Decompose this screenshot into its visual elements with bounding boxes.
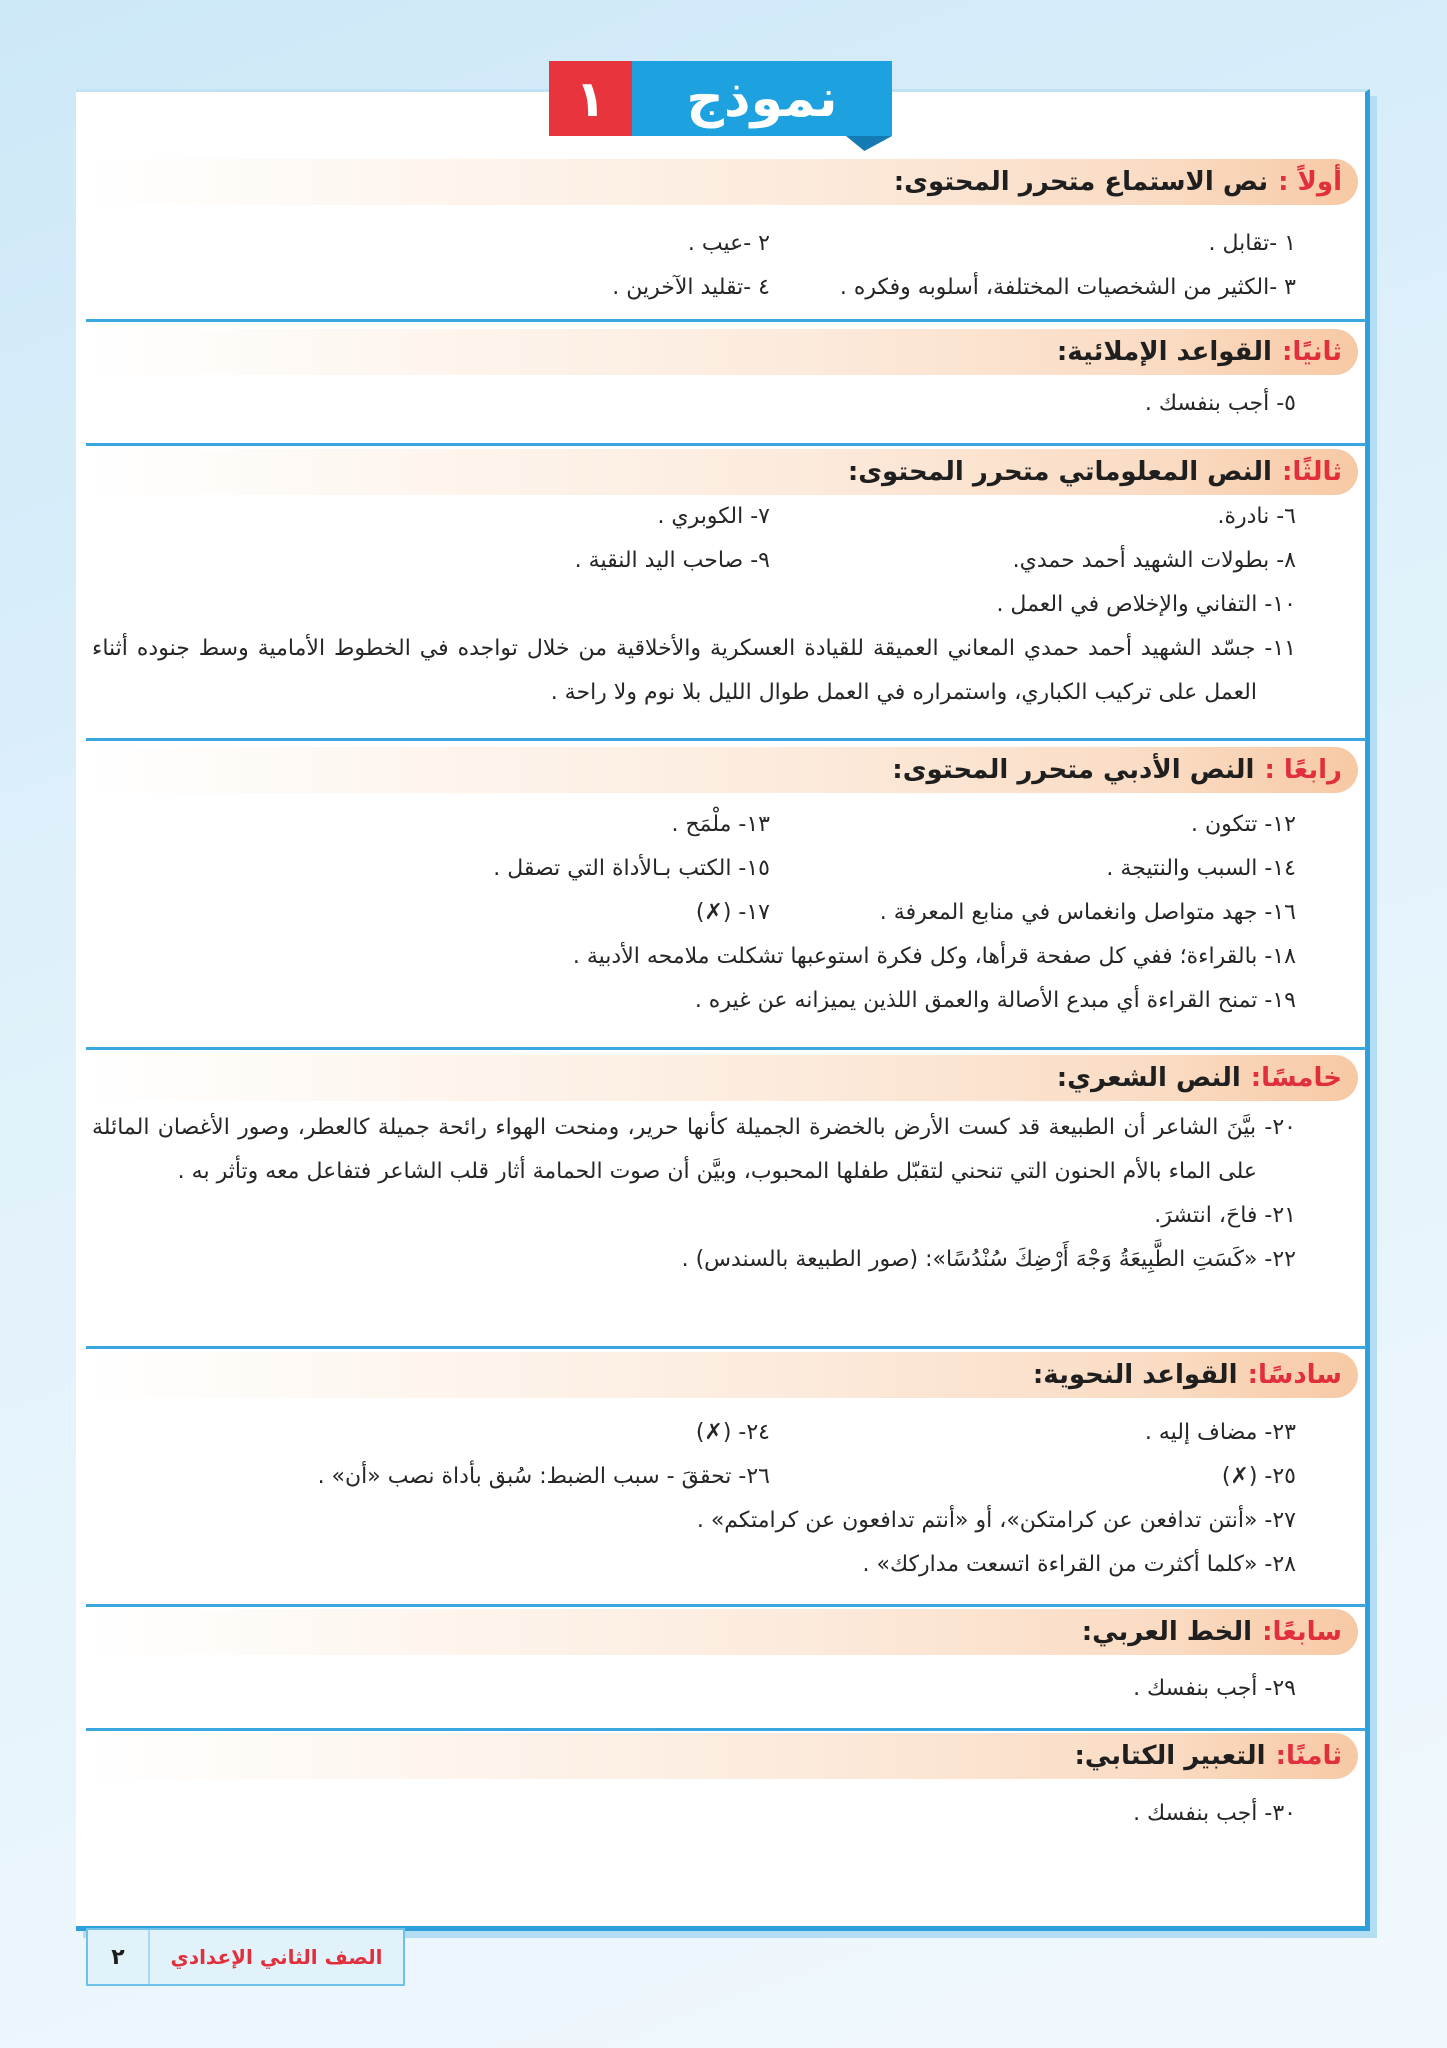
answer-item: ١٤- السبب والنتيجة . [1106, 856, 1296, 881]
section-header-literary-text [86, 747, 1358, 793]
model-number-badge [549, 61, 632, 136]
section-header-informational-text [86, 449, 1358, 495]
section-title: النص الأدبي متحرر المحتوى: [892, 755, 1255, 785]
answer-item: ٤ -تقليد الآخرين . [612, 275, 770, 300]
answers-writing [92, 1792, 1296, 1836]
answer-item: ٢٨- «كلما أكثرت من القراءة اتسعت مداركك» . [862, 1552, 1296, 1577]
answer-item: ٢٣- مضاف إليه . [1144, 1420, 1296, 1445]
answers-literary-text [92, 803, 1296, 1023]
answer-row [92, 1411, 1296, 1455]
grade-label: الصف الثاني الإعدادي [170, 1945, 383, 1969]
section-header-spelling [86, 329, 1358, 375]
page-number: ٢ [88, 1930, 150, 1984]
answer-item: ١٩- تمنح القراءة أي مبدع الأصالة والعمق اللذين يميزانه عن غيره . [694, 988, 1296, 1013]
section-divider [86, 1047, 1366, 1050]
answers-poetry [92, 1106, 1296, 1282]
answer-item: ٢١- فاحَ، انتشرَ. [1154, 1203, 1296, 1228]
section-title: الخط العربي: [1081, 1617, 1253, 1647]
answer-item: ١٦- جهد متواصل وانغماس في منابع المعرفة . [879, 900, 1296, 925]
answer-item: ٢٧- «أنتن تدافعن عن كرامتكن»، أو «أنتم تدافعون عن كرامتكم» . [696, 1508, 1296, 1533]
section-label: خامسًا: [1250, 1063, 1342, 1093]
answer-row [92, 803, 1296, 847]
answer-item: ١٧- (✗) [695, 900, 770, 925]
answer-item: ١٣- ملْمَح . [671, 812, 770, 837]
section-header-calligraphy [86, 1609, 1358, 1655]
answer-item: ١١- جسّد الشهيد أحمد حمدي المعاني العميقة للقيادة العسكرية والأخلاقية من خلال تواجده في الخطوط الأمامية وسط جنوده أثناء العمل على تركيب الكباري، واستمراره في العمل طوال الليل بلا نوم ولا راحة . [92, 636, 1296, 705]
section-label: ثالثًا: [1281, 457, 1342, 487]
section-header-grammar [86, 1352, 1358, 1398]
answer-item: ٢ -عيب . [687, 231, 770, 256]
answer-item: ٧- الكوبري . [657, 504, 770, 529]
answer-row [92, 1455, 1296, 1499]
answer-item: ٢٩- أجب بنفسك . [1133, 1676, 1296, 1701]
answer-row [92, 222, 1296, 266]
section-divider [86, 1604, 1366, 1607]
answer-item: ٢٠- بيَّنَ الشاعر أن الطبيعة قد كست الأرض بالخضرة الجميلة كأنها حرير، ومنحت الهواء رائحة جميلة كالعطر، وصور الأغصان المائلة على الماء بالأم الحنون التي تنحني لتقبّل طفلها المحبوب، وبيَّن أن صوت الحمامة أثار قلب الشاعر فتفاعل معه وتأثر به . [92, 1115, 1296, 1184]
section-header-poetry [86, 1055, 1358, 1101]
section-label: سابعًا: [1262, 1617, 1342, 1647]
answer-row [92, 847, 1296, 891]
section-divider [86, 319, 1366, 322]
section-divider [86, 1346, 1366, 1349]
answer-row [92, 539, 1296, 583]
model-title-badge [632, 61, 892, 136]
section-label: رابعًا : [1264, 755, 1342, 785]
section-divider [86, 1728, 1366, 1731]
answer-row [92, 266, 1296, 310]
section-label: أولاً : [1278, 167, 1342, 197]
answer-item: ٦- نادرة. [1217, 504, 1296, 529]
answers-spelling [92, 382, 1296, 426]
answer-item: ٨- بطولات الشهيد أحمد حمدي. [1012, 548, 1296, 573]
section-label: سادسًا: [1247, 1360, 1342, 1390]
answers-calligraphy [92, 1667, 1296, 1711]
model-number: ١ [575, 69, 606, 128]
answer-item: ٣ -الكثير من الشخصيات المختلفة، أسلوبه وفكره . [839, 275, 1296, 300]
section-divider [86, 443, 1366, 446]
answer-row [92, 891, 1296, 935]
answers-informational-text [92, 495, 1296, 715]
section-header-writing [86, 1733, 1358, 1779]
answer-item: ٩- صاحب اليد النقية . [574, 548, 770, 573]
model-title: نموذج [686, 68, 838, 129]
section-title: القواعد الإملائية: [1056, 337, 1272, 367]
answers-listening [92, 222, 1296, 310]
answer-item: ١ -تقابل . [1208, 231, 1296, 256]
section-title: التعبير الكتابي: [1074, 1741, 1266, 1771]
answer-item: ١٨- بالقراءة؛ ففي كل صفحة قرأها، وكل فكرة استوعبها تشكلت ملامحه الأدبية . [572, 944, 1296, 969]
section-divider [86, 738, 1366, 741]
section-title: نص الاستماع متحرر المحتوى: [893, 167, 1269, 197]
answer-item: ١٠- التفاني والإخلاص في العمل . [996, 592, 1296, 617]
section-header-listening [86, 159, 1358, 205]
answer-item: ٥- أجب بنفسك . [1144, 391, 1296, 416]
section-label: ثانيًا: [1281, 337, 1342, 367]
answer-item: ٢٢- «كَسَتِ الطَّبِيعَةُ وَجْهَ أَرْضِكَ سُنْدُسًا»: (صور الطبيعة بالسندس) . [681, 1247, 1296, 1272]
section-label: ثامنًا: [1275, 1741, 1342, 1771]
section-title: القواعد النحوية: [1032, 1360, 1238, 1390]
answer-row [92, 495, 1296, 539]
section-title: النص المعلوماتي متحرر المحتوى: [847, 457, 1272, 487]
answer-item: ٢٤- (✗) [695, 1420, 770, 1445]
answer-item: ١٥- الكتب بـالأداة التي تصقل . [493, 856, 770, 881]
answer-item: ١٢- تتكون . [1191, 812, 1296, 837]
section-title: النص الشعري: [1056, 1063, 1241, 1093]
answer-item: ٢٦- تحققَ - سبب الضبط: سُبق بأداة نصب «أن» . [317, 1464, 770, 1489]
answers-grammar [92, 1411, 1296, 1587]
answer-item: ٣٠- أجب بنفسك . [1133, 1801, 1296, 1826]
page-footer [86, 1928, 405, 1986]
answer-item: ٢٥- (✗) [1221, 1464, 1296, 1489]
